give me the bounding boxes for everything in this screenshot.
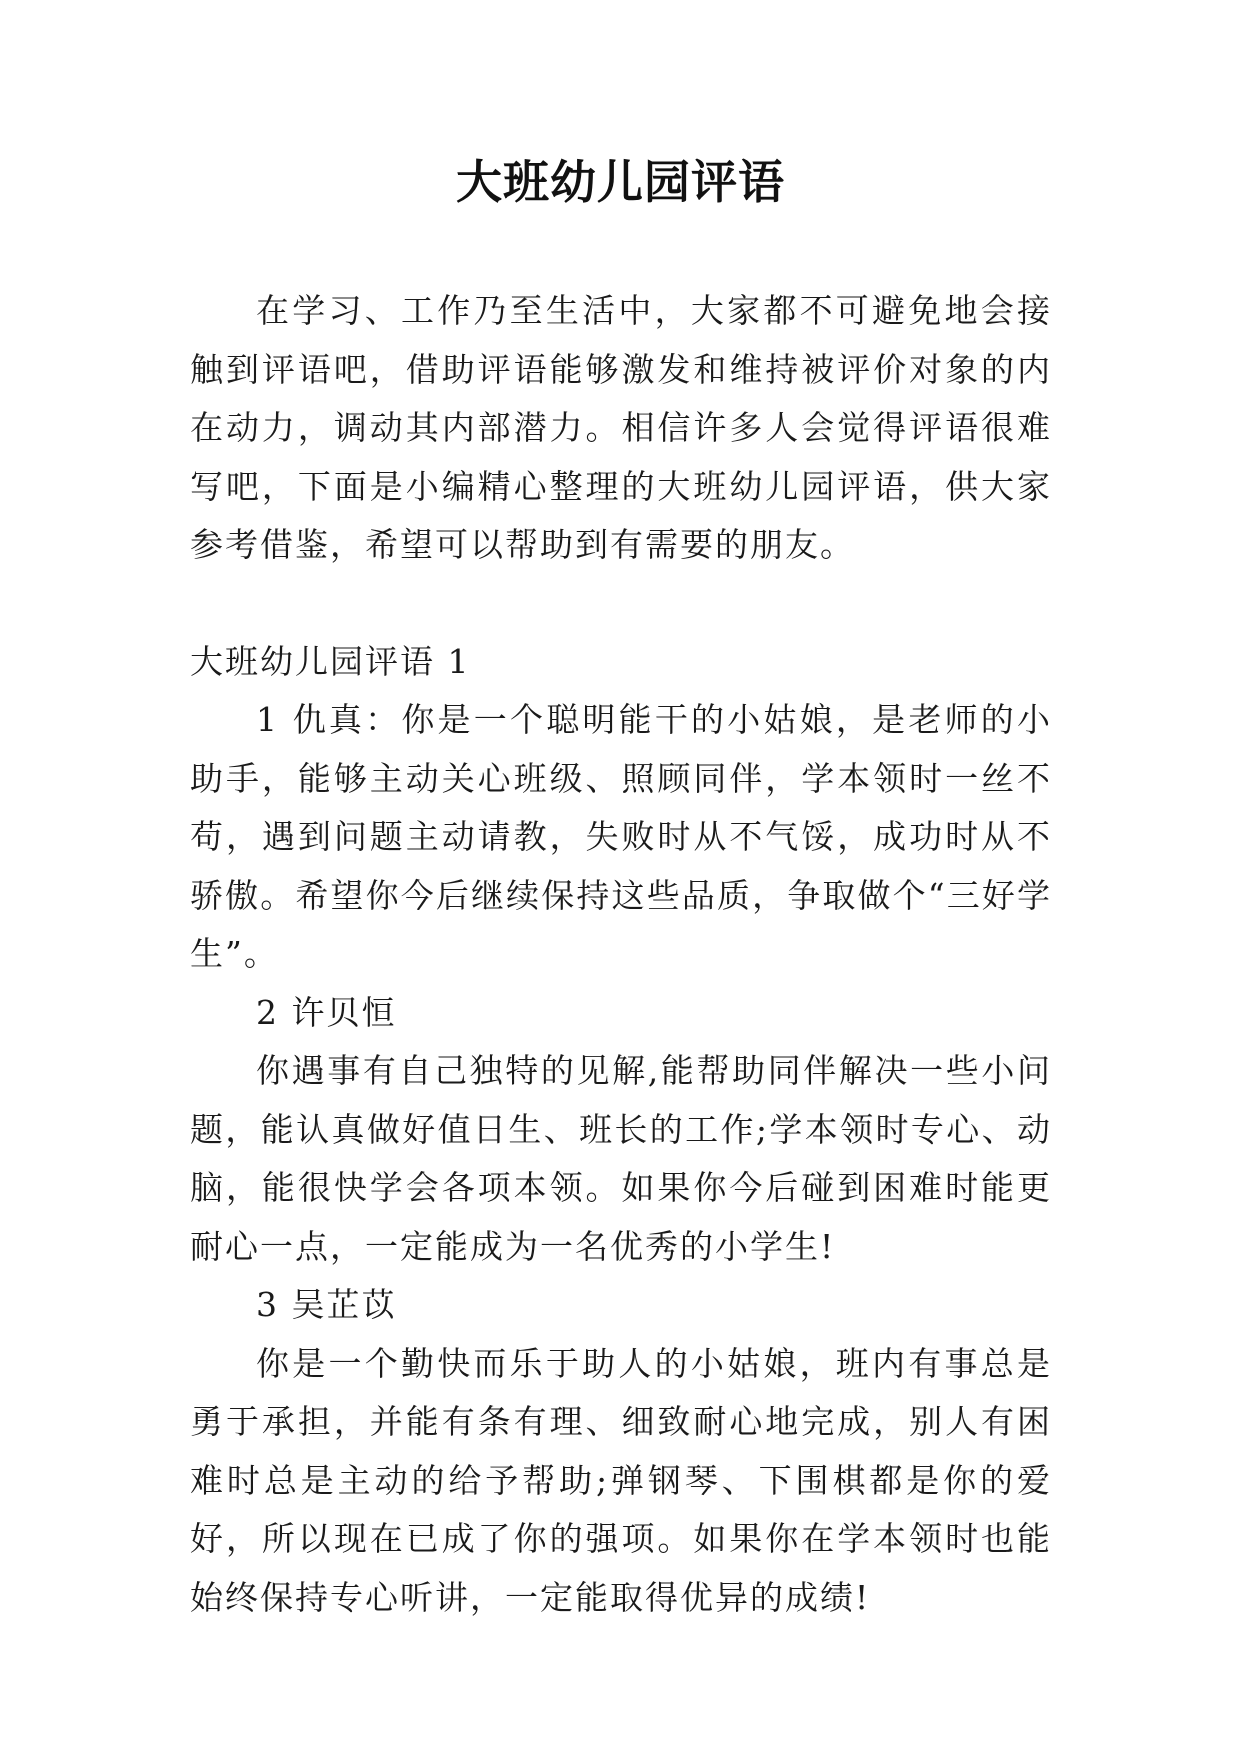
comment-paragraph: 你遇事有自己独特的见解,能帮助同伴解决一些小问题，能认真做好值日生、班长的工作;学本领时专心、动脑，能很快学会各项本领。如果你今后碰到困难时能更耐心一点，一定能成为一名优秀的小学生! <box>190 1051 1052 1266</box>
section-heading: 大班幼儿园评语 1 <box>190 641 471 681</box>
document-title: 大班幼儿园评语 <box>456 155 785 209</box>
comment-paragraph: 1 仇真：你是一个聪明能干的小姑娘，是老师的小助手，能够主动关心班级、照顾同伴，学本领时一丝不苟，遇到问题主动请教，失败时从不气馁，成功时从不骄傲。希望你今后继续保持这些品质，争取做个“三好学生”。 <box>190 700 1052 973</box>
paragraph-gap <box>190 575 1052 633</box>
student-name-line: 2 许贝恒 <box>256 992 397 1032</box>
intro-paragraph: 在学习、工作乃至生活中，大家都不可避免地会接触到评语吧，借助评语能够激发和维持被评价对象的内在动力，调动其内部潜力。相信许多人会觉得评语很难写吧，下面是小编精心整理的大班幼儿园评语，供大家参考借鉴，希望可以帮助到有需要的朋友。 <box>190 291 1052 564</box>
student-name-line: 3 吴芷苡 <box>256 1285 397 1324</box>
document-body <box>190 282 1052 1627</box>
comment-paragraph: 你是一个勤快而乐于助人的小姑娘，班内有事总是勇于承担，并能有条有理、细致耐心地完成，别人有困难时总是主动的给予帮助;弹钢琴、下围棋都是你的爱好，所以现在已成了你的强项。如果你在学本领时也能始终保持专心听讲，一定能取得优异的成绩! <box>190 1343 1052 1617</box>
